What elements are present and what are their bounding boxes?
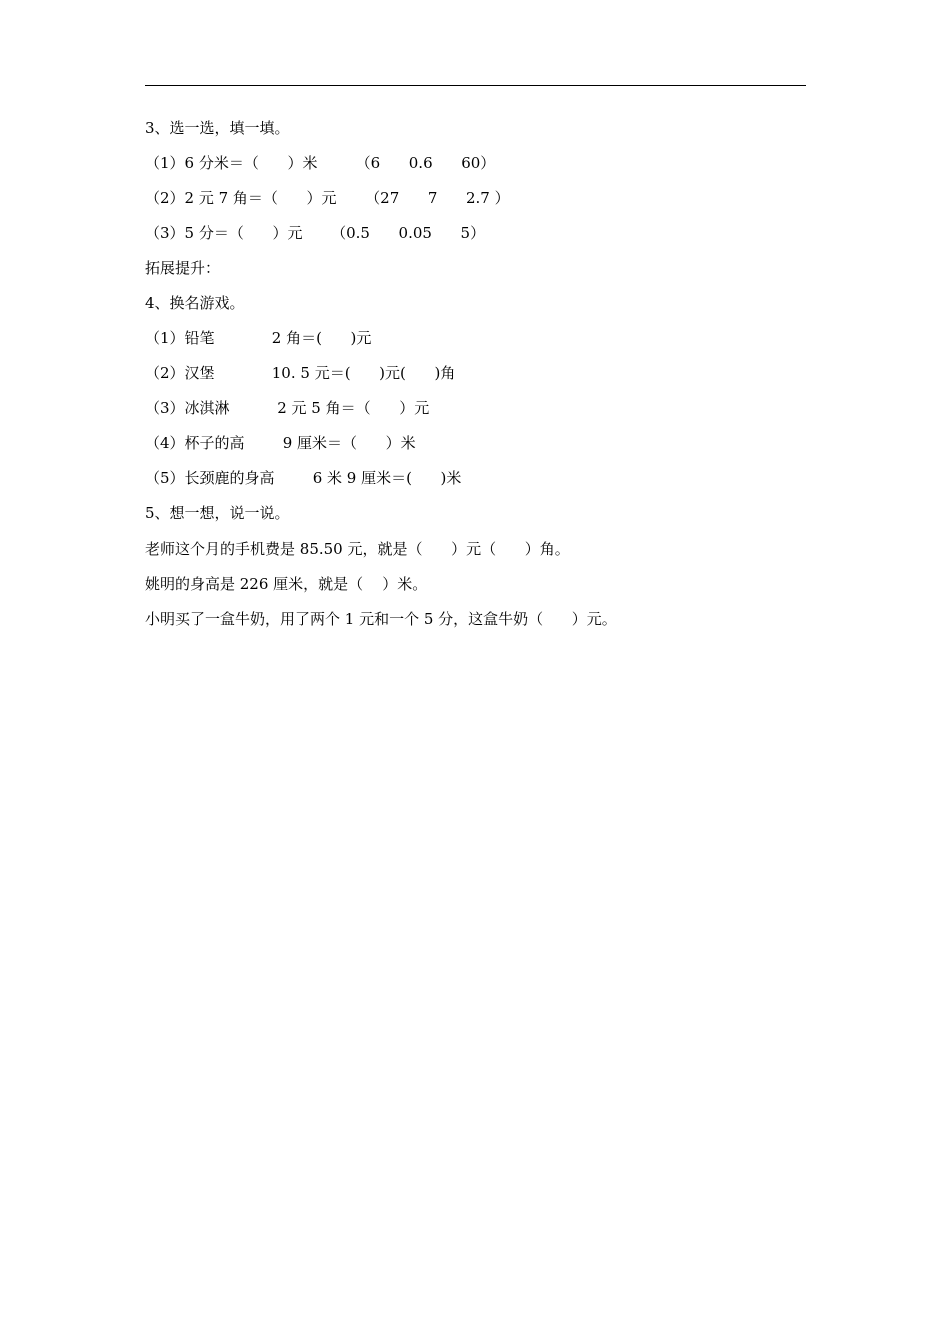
- q4-item-1: （1）铅笔 2 角＝( )元: [145, 329, 372, 347]
- section-heading-extension: 拓展提升：: [145, 259, 221, 277]
- q4-item-2: （2）汉堡 10. 5 元＝( )元( )角: [145, 364, 456, 382]
- q3-item-1: （1）6 分米＝（ ）米 （6 0.6 60）: [145, 154, 496, 172]
- q4-item-4: （4）杯子的高 9 厘米＝（ ）米: [145, 434, 416, 452]
- q5-item-2: 姚明的身高是 226 厘米，就是（ ）米。: [145, 575, 428, 593]
- q4-item-5: （5）长颈鹿的身高 6 米 9 厘米＝( )米: [145, 469, 462, 487]
- header-rule: [145, 85, 806, 86]
- question-5-title: 5、想一想，说一说。: [145, 504, 290, 522]
- q5-item-1: 老师这个月的手机费是 85.50 元，就是（ ）元（ ）角。: [145, 540, 570, 558]
- q3-item-2: （2）2 元 7 角＝（ ）元 （27 7 2.7 ）: [145, 189, 510, 207]
- question-4-title: 4、换名游戏。: [145, 294, 245, 312]
- q5-item-3: 小明买了一盒牛奶，用了两个 1 元和一个 5 分，这盒牛奶（ ）元。: [145, 610, 617, 628]
- q3-item-3: （3）5 分＝（ ）元 （0.5 0.05 5）: [145, 224, 486, 242]
- question-3-title: 3、选一选，填一填。: [145, 119, 290, 137]
- q4-item-3: （3）冰淇淋 2 元 5 角＝（ ）元: [145, 399, 430, 417]
